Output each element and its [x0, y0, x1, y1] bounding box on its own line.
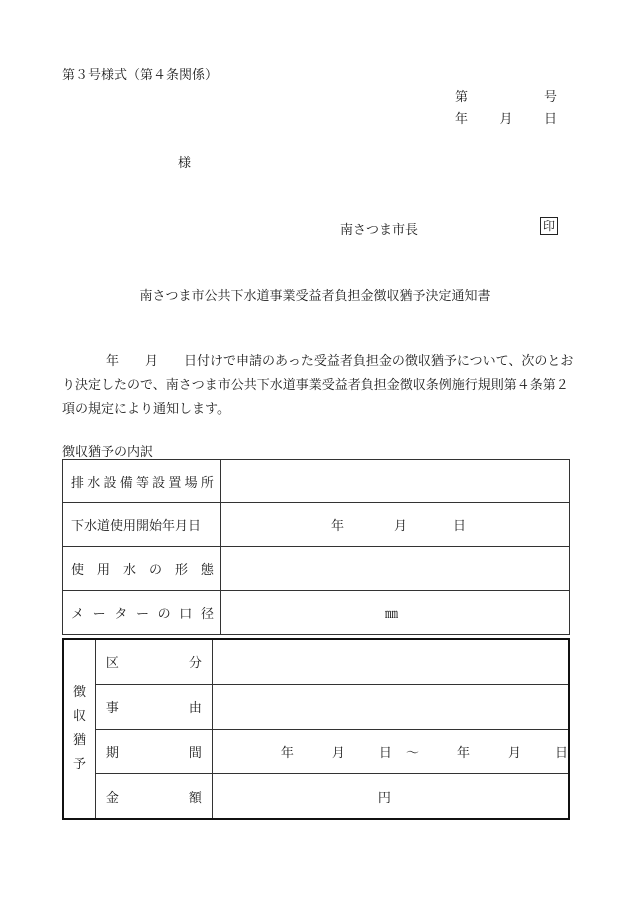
addressee-honorific: 様 [178, 156, 192, 171]
table-row [96, 774, 568, 818]
table-row [62, 503, 570, 547]
table-row [62, 459, 570, 503]
grace-vertical-label: 徴 収 猶 予 [64, 640, 96, 818]
breakdown-table [62, 459, 570, 635]
row-value [221, 460, 569, 502]
number-prefix: 第 [455, 90, 469, 105]
date-day: 日 [543, 112, 557, 127]
row-label: 期 間 [96, 730, 213, 774]
row-label: 金 額 [96, 774, 213, 818]
body-month: 月 [145, 354, 159, 369]
row-value [213, 640, 568, 684]
table-row [96, 640, 568, 685]
row-value: 年 月 日 ～ 年 月 日 [280, 745, 568, 761]
row-label: 事 由 [96, 685, 213, 729]
issue-date-line [455, 108, 557, 127]
breakdown-title: 徴収猶予の内訳 [62, 445, 154, 460]
issuer-title: 南さつま市長 [340, 223, 419, 238]
row-value: 年 月 日 [331, 519, 467, 534]
table-row [62, 591, 570, 635]
form-number: 第３号様式（第４条関係） [62, 68, 219, 83]
row-label: メ ー タ ー の 口 径 [63, 591, 221, 634]
row-value [213, 685, 568, 729]
document-number-line [455, 86, 557, 105]
row-value [221, 547, 569, 590]
table-row [96, 730, 568, 775]
row-label: 排 水 設 備 等 設 置 場 所 [63, 460, 221, 502]
number-suffix: 号 [543, 90, 557, 105]
date-year: 年 [455, 112, 469, 127]
row-label: 使 用 水 の 形 態 [63, 547, 221, 590]
grace-section [62, 638, 570, 820]
row-value: 円 [377, 790, 391, 806]
row-value: ㎜ [385, 607, 399, 622]
date-month: 月 [499, 112, 513, 127]
body-year: 年 [106, 354, 120, 369]
row-label: 下水道使用開始年月日 [63, 503, 221, 546]
table-row [96, 685, 568, 730]
row-label: 区 分 [96, 640, 213, 684]
table-row [62, 547, 570, 591]
seal-mark: 印 [540, 217, 558, 235]
document-title: 南さつま市公共下水道事業受益者負担金徴収猶予決定通知書 [139, 289, 491, 304]
body-text: 日付けで申請のあった受益者負担金の徴収猶予について、次のとおり決定したので、南さつま市公共下水道事業受益者負担金徴収条例施行規則第４条第２項の規定により通知します。 [62, 354, 574, 417]
body-paragraph [62, 350, 577, 422]
